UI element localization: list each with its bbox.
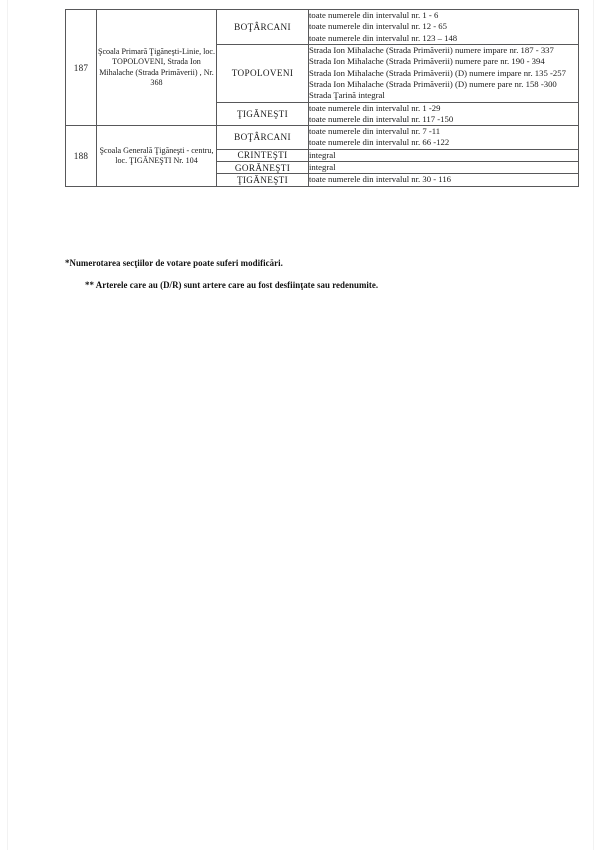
locality-name: BOŢÂRCANI — [217, 126, 309, 150]
station-unit: Şcoala Primară Ţigăneşti-Linie, loc. TOPOLOVENI, Strada Ion Mihalache (Strada Primăverii) , Nr. 368 — [97, 10, 217, 126]
locality-description — [309, 149, 579, 161]
description-line: Strada Ion Mihalache (Strada Primăverii) (D) numere pare nr. 158 -300 — [309, 78, 557, 89]
description-line: toate numerele din intervalul nr. 123 – 148 — [309, 32, 458, 43]
footnote-numbering: *Numerotarea secţiilor de votare poate suferi modificări. — [65, 258, 283, 268]
description-line: toate numerele din intervalul nr. 66 -122 — [309, 137, 450, 148]
description-line: toate numerele din intervalul nr. 117 -150 — [309, 113, 454, 124]
locality-name: BOŢÂRCANI — [217, 10, 309, 45]
table-row — [66, 10, 579, 45]
description-line: integral — [309, 162, 336, 173]
table-row — [66, 126, 579, 150]
locality-name: CRINTEŞTI — [217, 149, 309, 161]
station-number: 188 — [66, 126, 97, 187]
polling-stations-table — [65, 9, 579, 187]
description-line: toate numerele din intervalul nr. 1 - 6 — [309, 10, 439, 20]
description-line: toate numerele din intervalul nr. 30 - 116 — [309, 174, 452, 185]
description-line: toate numerele din intervalul nr. 12 - 65 — [309, 21, 447, 32]
description-line: Strada Ion Mihalache (Strada Primăverii) (D) numere impare nr. 135 -257 — [309, 67, 566, 78]
footnote-streets: ** Arterele care au (D/R) sunt artere care au fost desfiinţate sau redenumite. — [85, 280, 379, 290]
description-line: Strada Ion Mihalache (Strada Primăverii) numere pare nr. 190 - 394 — [309, 56, 545, 67]
description-line: toate numerele din intervalul nr. 1 -29 — [309, 102, 441, 113]
locality-name: GORĂNEŞTI — [217, 162, 309, 174]
locality-description — [309, 174, 579, 186]
locality-description — [309, 126, 579, 150]
locality-description — [309, 162, 579, 174]
locality-name: TOPOLOVENI — [217, 44, 309, 102]
station-unit: Şcoala Generală Ţigăneşti - centru, loc. ŢIGĂNEŞTI Nr. 104 — [97, 126, 217, 187]
description-line: Strada Ion Mihalache (Strada Primăverii) numere impare nr. 187 - 337 — [309, 44, 554, 55]
locality-description — [309, 102, 579, 126]
locality-name: ŢIGĂNEŞTI — [217, 174, 309, 186]
description-line: toate numerele din intervalul nr. 7 -11 — [309, 126, 441, 137]
description-line: integral — [309, 149, 336, 160]
locality-name: ŢIGĂNEŞTI — [217, 102, 309, 126]
locality-description — [309, 44, 579, 102]
page-sheet — [8, 0, 593, 850]
station-number: 187 — [66, 10, 97, 126]
locality-description — [309, 10, 579, 45]
description-line: Strada Ţarină integral — [309, 90, 385, 101]
